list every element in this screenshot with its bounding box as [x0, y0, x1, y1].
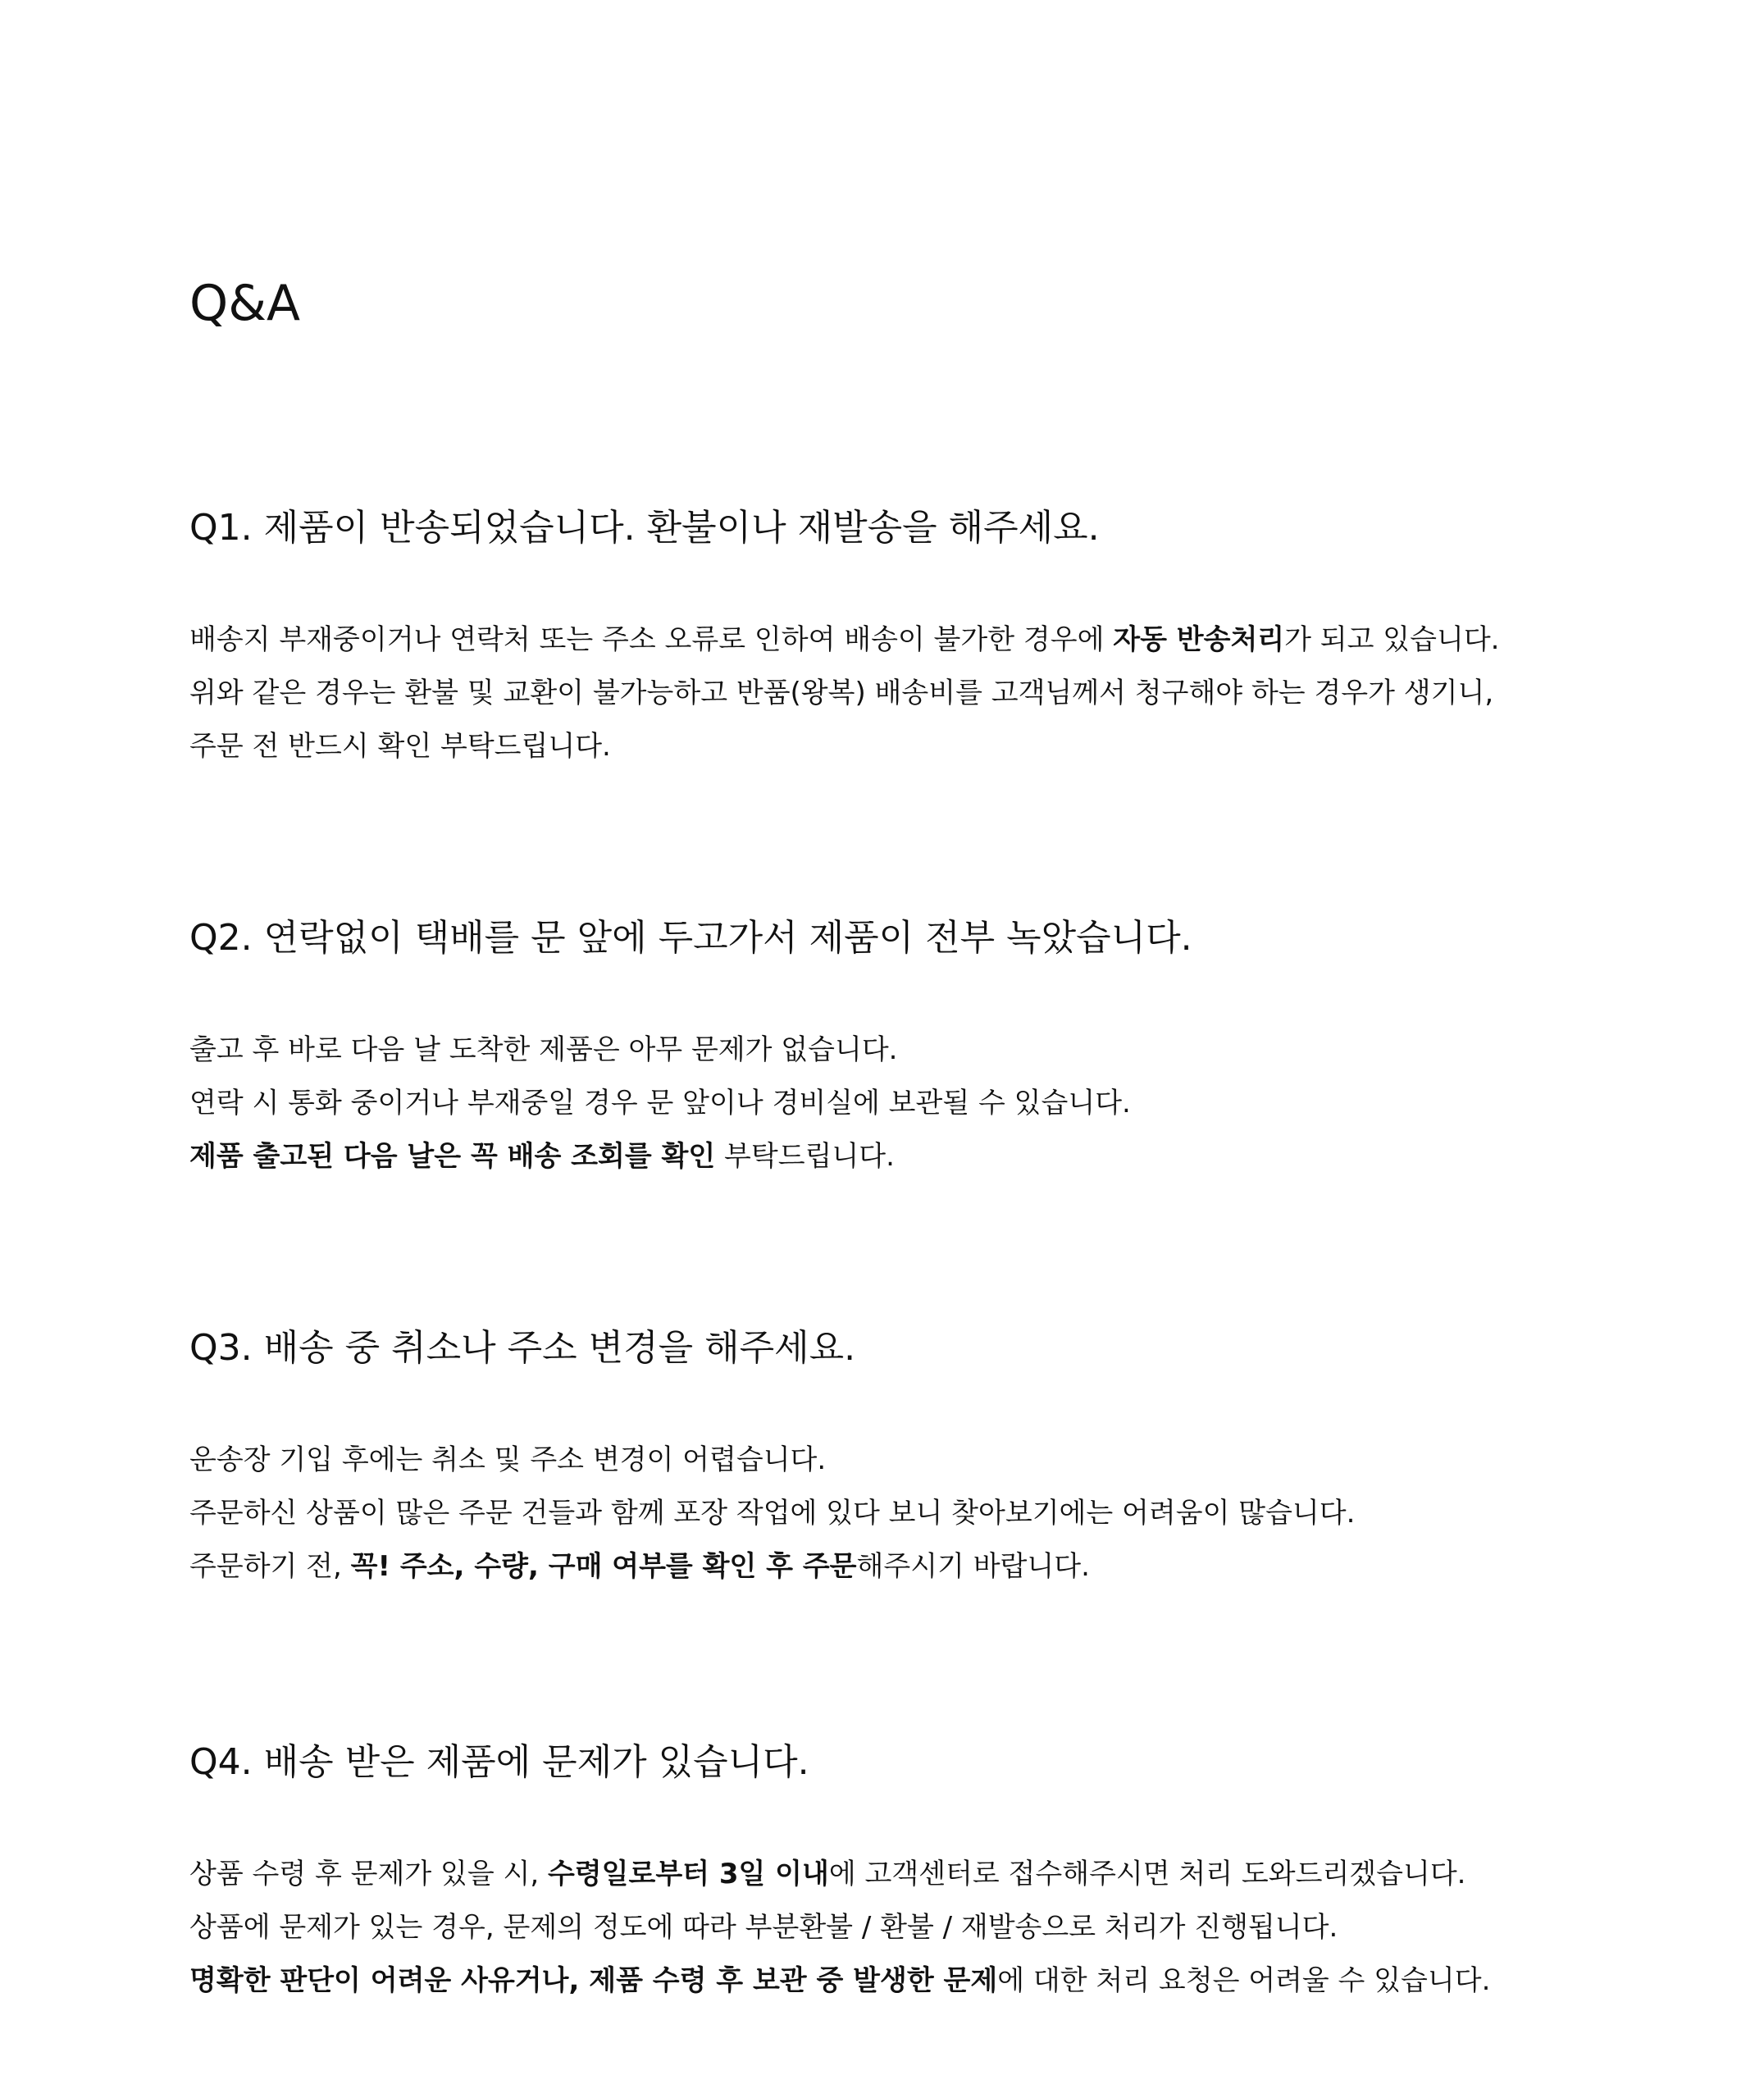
answer-line: [189, 1901, 1731, 1954]
qa-item: [189, 912, 1731, 1183]
answer-text: [189, 613, 1731, 773]
answer-line: [189, 1130, 1731, 1183]
answer-emphasis: 명확한 판단이 어려운 사유거나, 제품 수령 후 보관 중 발생한 문제: [189, 1964, 998, 1997]
answer-segment: 상품 수령 후 문제가 있을 시,: [189, 1858, 548, 1890]
qa-item: [189, 1322, 1731, 1594]
answer-line: [189, 1954, 1731, 2008]
answer-line: [189, 1487, 1731, 1540]
question-heading: Q1. 제품이 반송되었습니다. 환불이나 재발송을 해주세요.: [189, 507, 1100, 549]
qa-item: [189, 502, 1731, 773]
answer-segment: 상품에 문제가 있는 경우, 문제의 정도에 따라 부분환불 / 환불 / 재발송으로 처리가 진행됩니다.: [189, 1911, 1338, 1944]
answer-line: [189, 667, 1731, 720]
answer-emphasis: 꼭! 주소, 수량, 구매 여부를 확인 후 주문: [350, 1550, 857, 1583]
answer-line: [189, 613, 1731, 667]
page-title: Q&A: [189, 275, 301, 332]
answer-segment: 주문하기 전,: [189, 1550, 351, 1583]
answer-emphasis: 수령일로부터 3일 이내: [547, 1858, 829, 1890]
answer-segment: 연락 시 통화 중이거나 부재중일 경우 문 앞이나 경비실에 보관될 수 있습니다.: [189, 1087, 1131, 1120]
answer-segment: 위와 같은 경우는 환불 및 교환이 불가능하고 반품(왕복) 배송비를 고객님께서 청구해야 하는 경우가 생기니,: [189, 677, 1494, 709]
answer-segment: 에 고객센터로 접수해주시면 처리 도와드리겠습니다.: [828, 1858, 1466, 1890]
question-heading: Q3. 배송 중 취소나 주소 변경을 해주세요.: [189, 1327, 856, 1369]
answer-segment: 운송장 기입 후에는 취소 및 주소 변경이 어렵습니다.: [189, 1443, 827, 1476]
answer-text: [189, 1024, 1731, 1183]
answer-line: [189, 1434, 1731, 1487]
answer-emphasis: 자동 반송처리: [1113, 623, 1285, 656]
answer-segment: 해주시기 바랍니다.: [856, 1550, 1090, 1583]
answer-segment: 부탁드립니다.: [715, 1140, 895, 1173]
answer-segment: 에 대한 처리 요청은 어려울 수 있습니다.: [997, 1964, 1491, 1997]
answer-line: [189, 1848, 1731, 1901]
qa-item: [189, 1736, 1731, 2008]
answer-text: [189, 1848, 1731, 2008]
answer-segment: 배송지 부재중이거나 연락처 또는 주소 오류로 인하여 배송이 불가한 경우에: [189, 623, 1114, 656]
question-heading: Q4. 배송 받은 제품에 문제가 있습니다.: [189, 1741, 809, 1783]
answer-segment: 주문하신 상품이 많은 주문 건들과 함께 포장 작업에 있다 보니 찾아보기에는 어려움이 많습니다.: [189, 1497, 1356, 1530]
question-heading: Q2. 연락없이 택배를 문 앞에 두고가서 제품이 전부 녹았습니다.: [189, 917, 1192, 959]
answer-text: [189, 1434, 1731, 1594]
answer-line: [189, 720, 1731, 773]
answer-segment: 출고 후 바로 다음 날 도착한 제품은 아무 문제가 없습니다.: [189, 1033, 898, 1066]
answer-line: [189, 1024, 1731, 1077]
answer-line: [189, 1077, 1731, 1130]
answer-segment: 가 되고 있습니다.: [1284, 623, 1500, 656]
answer-segment: 주문 전 반드시 확인 부탁드립니다.: [189, 730, 611, 763]
answer-emphasis: 제품 출고된 다음 날은 꼭 배송 조회를 확인: [189, 1140, 716, 1173]
answer-line: [189, 1540, 1731, 1594]
